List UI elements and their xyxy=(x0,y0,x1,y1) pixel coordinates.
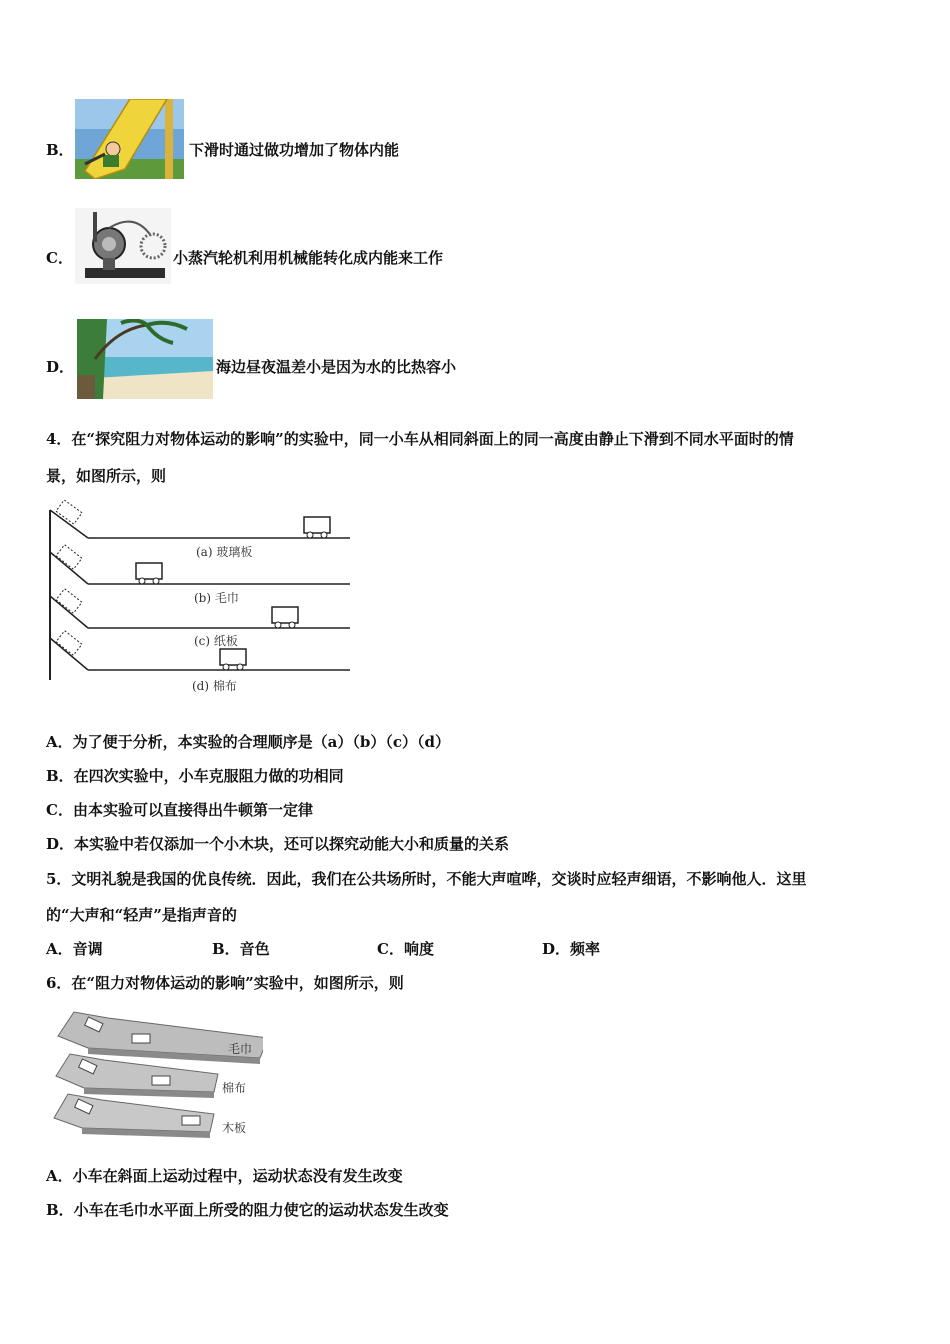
option-b-text: 下滑时通过做功增加了物体内能 xyxy=(189,141,400,159)
q4-option-b: B．在四次实验中，小车克服阻力做的功相同 xyxy=(46,767,344,785)
option-d-label: D． xyxy=(46,358,75,376)
figure-label-b: (b) 毛巾 xyxy=(194,591,239,605)
q4-option-a: A．为了便于分析，本实验的合理顺序是（a）（b）（c）（d） xyxy=(46,733,450,751)
option-c-text: 小蒸汽轮机利用机械能转化成内能来工作 xyxy=(173,249,444,267)
q4-option-c: C．由本实验可以直接得出牛顿第一定律 xyxy=(46,801,313,819)
q6-option-a: A．小车在斜面上运动过程中，运动状态没有发生改变 xyxy=(46,1167,403,1185)
figure-label-a: (a) 玻璃板 xyxy=(196,545,253,559)
q4-experiment-figure xyxy=(46,500,356,698)
q5-stem-line2: 的“大声和“轻声”是指声音的 xyxy=(46,906,237,924)
q6-label-wood: 木板 xyxy=(222,1121,247,1135)
option-b-label: B． xyxy=(46,141,74,159)
option-c-label: C． xyxy=(46,249,73,267)
slide-illustration-icon xyxy=(75,99,184,179)
steam-turbine-photo-icon xyxy=(75,208,171,284)
beach-photo-icon xyxy=(77,319,213,399)
q5-stem-line1: 5．文明礼貌是我国的优良传统．因此，我们在公共场所时，不能大声喧哗，交谈时应轻声细语，不影响他人．这里 xyxy=(46,870,807,888)
q5-option-a: A．音调 xyxy=(46,940,103,958)
q6-option-b: B．小车在毛巾水平面上所受的阻力使它的运动状态发生改变 xyxy=(46,1201,449,1219)
figure-label-d: (d) 棉布 xyxy=(192,679,237,693)
option-d-text: 海边昼夜温差小是因为水的比热容小 xyxy=(216,358,457,376)
q6-stem: 6．在“阻力对物体运动的影响”实验中，如图所示，则 xyxy=(46,974,404,992)
q4-option-d: D．本实验中若仅添加一个小木块，还可以探究动能大小和质量的关系 xyxy=(46,835,510,853)
q6-label-towel: 毛巾 xyxy=(228,1042,253,1056)
q4-stem-line1: 4．在“探究阻力对物体运动的影响”的实验中，同一小车从相同斜面上的同一高度由静止下滑到不同水平面时的情 xyxy=(46,430,794,448)
figure-label-c: (c) 纸板 xyxy=(194,634,238,648)
q6-experiment-figure xyxy=(48,1008,263,1143)
q5-option-c: C．响度 xyxy=(377,940,434,958)
q5-option-d: D．频率 xyxy=(542,940,601,958)
q6-label-cotton: 棉布 xyxy=(222,1081,247,1095)
q4-stem-line2: 景，如图所示，则 xyxy=(46,467,167,485)
q5-option-b: B．音色 xyxy=(212,940,270,958)
